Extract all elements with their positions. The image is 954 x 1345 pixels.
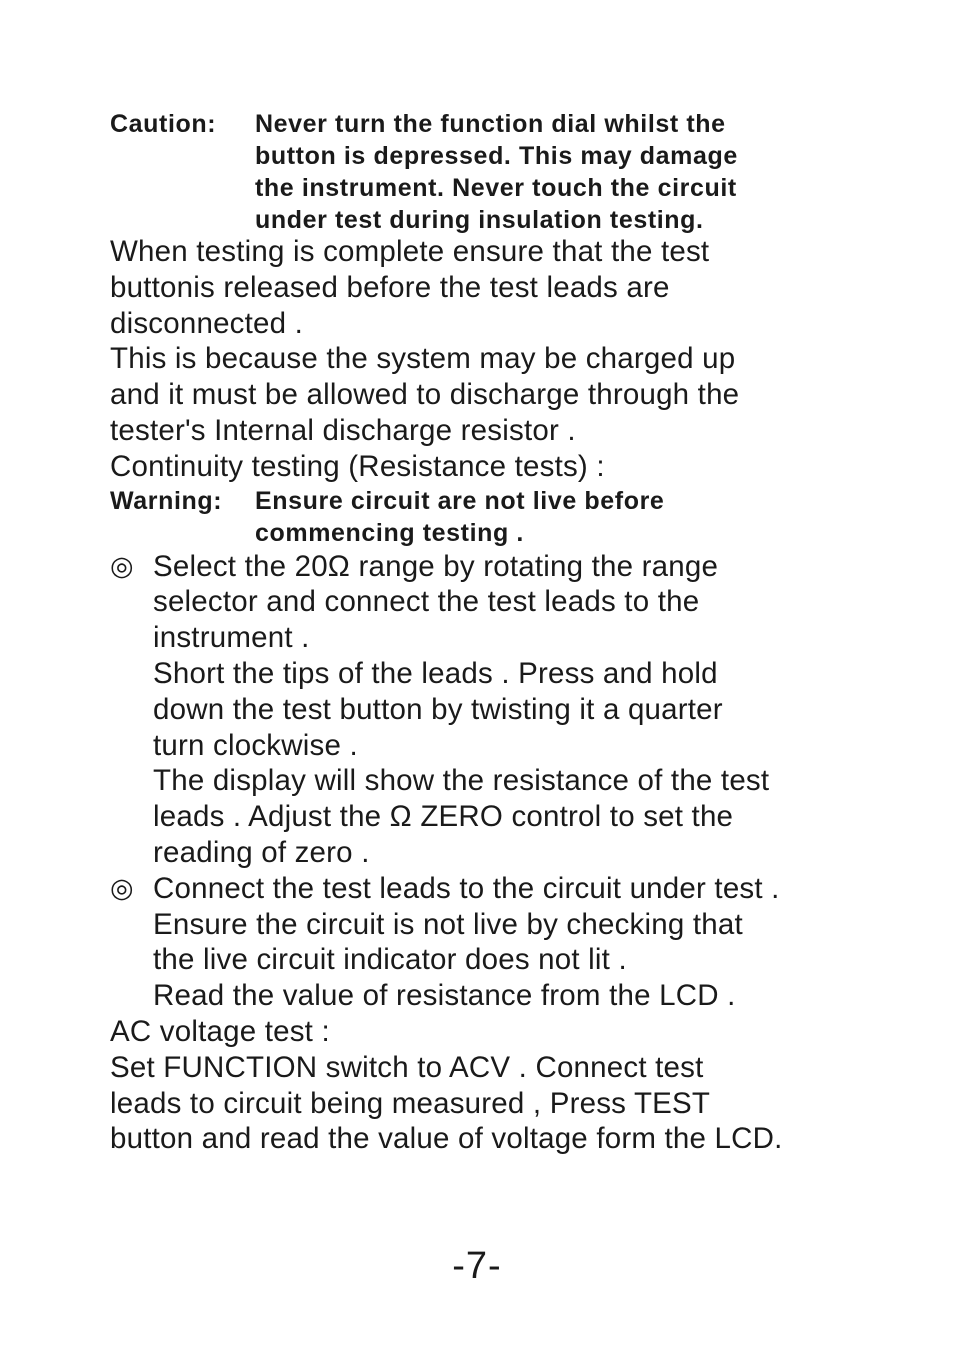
ac-heading — [110, 1014, 910, 1050]
page-number: -7- — [452, 1245, 502, 1287]
text-line: down the test button by twisting it a quarter — [153, 692, 723, 726]
text-line: This is because the system may be charged up — [110, 342, 736, 376]
section-heading: AC voltage test : — [110, 1014, 330, 1048]
caution-line: under test during insulation testing. — [255, 206, 704, 234]
text-line: turn clockwise . — [153, 728, 358, 762]
text-line: Read the value of resistance from the LCD . — [153, 979, 736, 1013]
text-line: button and read the value of voltage form the LCD. — [110, 1122, 783, 1156]
text-line: and it must be allowed to discharge through the — [110, 378, 740, 412]
text-line: selector and connect the test leads to the — [153, 585, 700, 619]
manual-page — [110, 108, 910, 1157]
text-line: Ensure the circuit is not live by checking that — [153, 907, 743, 941]
caution-line: the instrument. Never touch the circuit — [255, 174, 737, 202]
double-circle-bullet-icon: ◎ — [110, 550, 134, 581]
caution-line: button is depressed. This may damage — [255, 142, 738, 170]
ac-paragraph — [110, 1050, 910, 1157]
text-line: Select the 20Ω range by rotating the range — [153, 549, 719, 583]
release-paragraph — [110, 234, 910, 341]
text-line: leads to circuit being measured , Press TEST — [110, 1086, 711, 1120]
text-line: leads . Adjust the Ω ZERO control to set the — [153, 800, 734, 834]
text-line: buttonis released before the test leads are — [110, 270, 670, 304]
caution-note — [110, 108, 910, 236]
continuity-step-1 — [110, 549, 910, 871]
text-line: The display will show the resistance of the test — [153, 764, 770, 798]
caution-label: Caution: — [110, 110, 217, 138]
text-line: Set FUNCTION switch to ACV . Connect test — [110, 1050, 704, 1084]
text-line: reading of zero . — [153, 835, 370, 869]
section-heading: Continuity testing (Resistance tests) : — [110, 449, 605, 483]
caution-text — [255, 108, 910, 236]
continuity-step-2 — [110, 871, 910, 1014]
text-line: instrument . — [153, 621, 310, 655]
text-line: disconnected . — [110, 306, 304, 340]
text-line: When testing is complete ensure that the test — [110, 235, 710, 268]
step-text — [153, 871, 910, 1014]
warning-label: Warning: — [110, 486, 223, 515]
caution-line: Never turn the function dial whilst the — [255, 110, 726, 138]
text-line: the live circuit indicator does not lit . — [153, 943, 627, 977]
text-line: Connect the test leads to the circuit under test . — [153, 871, 780, 905]
continuity-heading — [110, 449, 910, 485]
double-circle-bullet-icon: ◎ — [110, 872, 134, 903]
step-text — [153, 549, 910, 871]
warning-line: commencing testing . — [255, 518, 524, 547]
warning-note — [110, 485, 910, 549]
text-line: tester's Internal discharge resistor . — [110, 413, 576, 447]
text-line: Short the tips of the leads . Press and hold — [153, 656, 718, 690]
warning-line: Ensure circuit are not live before — [255, 486, 665, 515]
discharge-paragraph — [110, 341, 910, 448]
warning-text — [255, 485, 910, 549]
